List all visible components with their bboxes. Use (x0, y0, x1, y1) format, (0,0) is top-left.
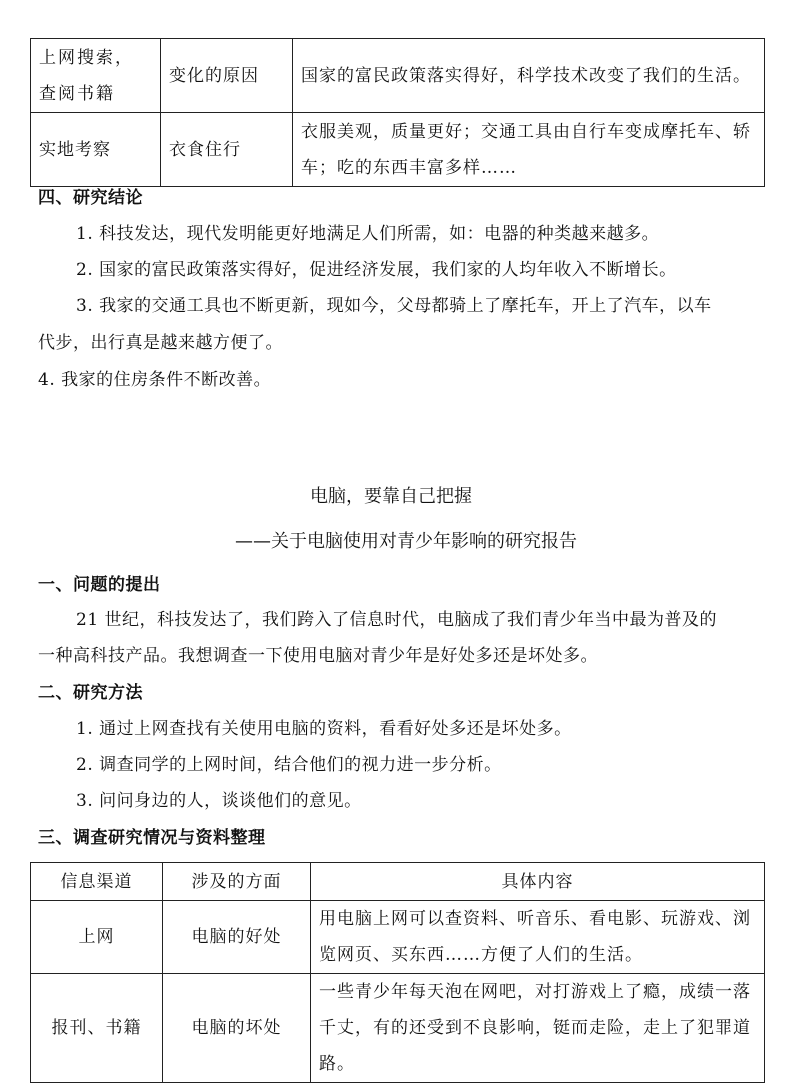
conclusion-item: 代步，出行真是越来越方便了。 (38, 333, 283, 353)
table-header-content: 具体内容 (311, 863, 765, 901)
conclusion-item: 1. 科技发达，现代发明能更好地满足人们所需，如：电器的种类越来越多。 (76, 224, 660, 244)
table-row (31, 39, 765, 113)
table-cell-aspect: 电脑的好处 (163, 901, 311, 974)
conclusion-item: 3. 我家的交通工具也不断更新，现如今，父母都骑上了摩托车，开上了汽车，以车 (76, 296, 712, 316)
method-item: 1. 通过上网查找有关使用电脑的资料，看看好处多还是坏处多。 (76, 719, 572, 739)
table-cell-aspect: 电脑的坏处 (163, 974, 311, 1083)
table-cell-content: 用电脑上网可以查资料、听音乐、看电影、玩游戏、浏览网页、买东西……方便了人们的生活。 (311, 901, 765, 974)
table-header-aspect: 涉及的方面 (163, 863, 311, 901)
table-cell-channel: 上网搜索，查阅书籍 (31, 39, 161, 113)
table-cell-content: 衣服美观，质量更好；交通工具由自行车变成摩托车、轿车；吃的东西丰富多样…… (293, 113, 765, 187)
method-item: 2. 调查同学的上网时间，结合他们的视力进一步分析。 (76, 755, 502, 775)
table-cell-content: 国家的富民政策落实得好，科学技术改变了我们的生活。 (293, 39, 765, 113)
report-title: 电脑，要靠自己把握 (310, 486, 472, 507)
table-cell-channel: 报刊、书籍 (31, 974, 163, 1083)
method-item: 3. 问问身边的人，谈谈他们的意见。 (76, 791, 362, 811)
conclusion-heading: 四、研究结论 (38, 188, 143, 208)
table-cell-aspect: 变化的原因 (161, 39, 293, 113)
section-heading: 三、调查研究情况与资料整理 (38, 828, 266, 848)
conclusion-item: 4. 我家的住房条件不断改善。 (38, 370, 272, 390)
table-cell-content: 一些青少年每天泡在网吧，对打游戏上了瘾，成绩一落千丈，有的还受到不良影响，铤而走险，走上了犯罪道路。 (311, 974, 765, 1083)
paragraph-line: 21 世纪，科技发达了，我们跨入了信息时代，电脑成了我们青少年当中最为普及的 (76, 610, 718, 630)
conclusion-item: 2. 国家的富民政策落实得好，促进经济发展，我们家的人均年收入不断增长。 (76, 260, 677, 280)
research-table (30, 862, 765, 1083)
table-row (31, 113, 765, 187)
table-header-channel: 信息渠道 (31, 863, 163, 901)
table-row (31, 901, 765, 974)
section-heading: 二、研究方法 (38, 683, 143, 703)
table-header-row (31, 863, 765, 901)
report-subtitle: ——关于电脑使用对青少年影响的研究报告 (235, 531, 577, 552)
change-table (30, 38, 765, 187)
table-row (31, 974, 765, 1083)
section-heading: 一、问题的提出 (38, 575, 161, 595)
table-cell-aspect: 衣食住行 (161, 113, 293, 187)
paragraph-line: 一种高科技产品。我想调查一下使用电脑对青少年是好处多还是坏处多。 (38, 646, 598, 666)
table-cell-channel: 实地考察 (31, 113, 161, 187)
table-cell-channel: 上网 (31, 901, 163, 974)
